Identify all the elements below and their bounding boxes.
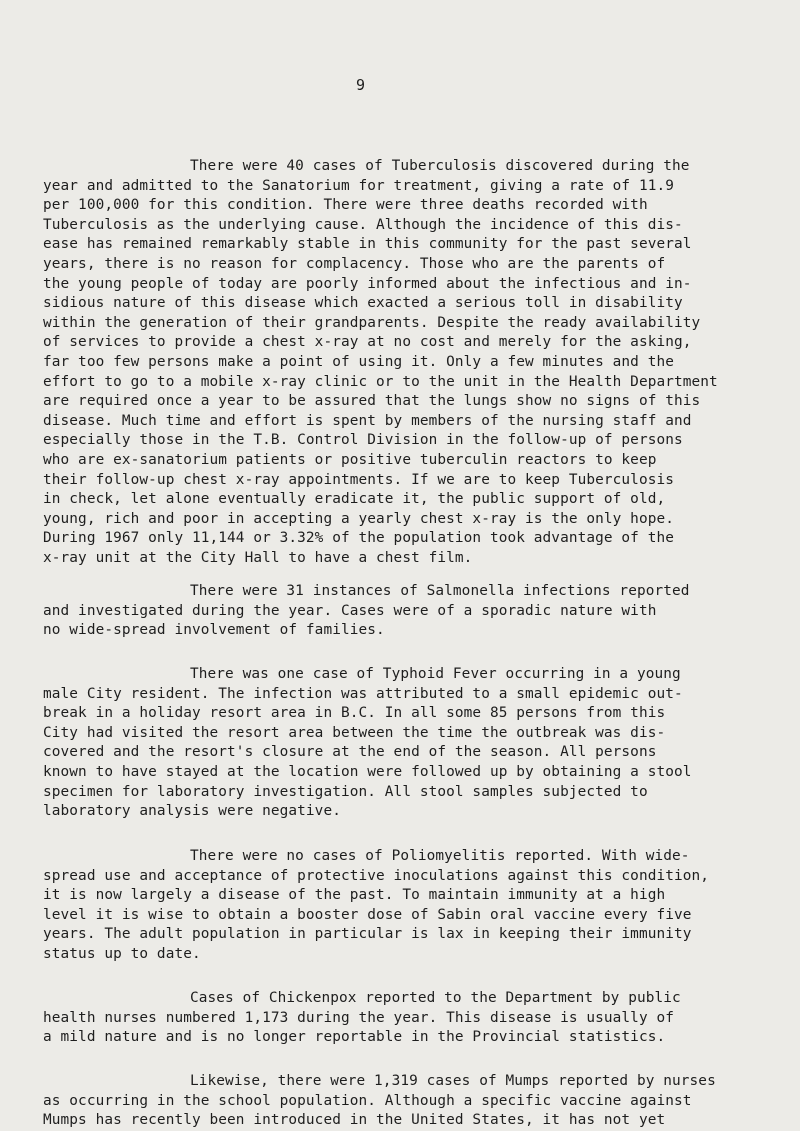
text-line: There were 40 cases of Tuberculosis discovered during the	[190, 158, 690, 174]
paragraph-salmonella	[43, 582, 783, 641]
text-line: covered and the resort's closure at the end of the season. All persons	[43, 744, 657, 761]
text-line: laboratory analysis were negative.	[43, 803, 341, 820]
text-line: ease has remained remarkably stable in this community for the past several	[43, 236, 692, 253]
text-line: young, rich and poor in accepting a yearly chest x-ray is the only hope.	[43, 510, 674, 527]
text-line: as occurring in the school population. Although a specific vaccine against	[43, 1092, 692, 1109]
paragraph-chickenpox	[43, 989, 783, 1048]
text-line: During 1967 only 11,144 or 3.32% of the population took advantage of the	[43, 530, 674, 547]
text-line: years. The adult population in particular is lax in keeping their immunity	[43, 926, 692, 943]
text-line: level it is wise to obtain a booster dose of Sabin oral vaccine every five	[43, 906, 692, 923]
paragraph-typhoid-fever	[43, 665, 783, 822]
text-line: no wide-spread involvement of families.	[43, 622, 385, 639]
text-line: are required once a year to be assured that the lungs show no signs of this	[43, 393, 701, 410]
text-line: and investigated during the year. Cases were of a sporadic nature with	[43, 602, 657, 619]
text-line: City had visited the resort area between the time the outbreak was dis-	[43, 724, 666, 741]
text-line: There were 31 instances of Salmonella infections reported	[190, 583, 690, 599]
text-line: especially those in the T.B. Control Division in the follow-up of persons	[43, 432, 683, 449]
text-line: Tuberculosis as the underlying cause. Although the incidence of this dis-	[43, 216, 683, 233]
paragraph-mumps	[43, 1072, 783, 1131]
text-line: their follow-up chest x-ray appointments. If we are to keep Tuberculosis	[43, 471, 674, 488]
text-line: of services to provide a chest x-ray at no cost and merely for the asking,	[43, 334, 692, 351]
text-line: per 100,000 for this condition. There were three deaths recorded with	[43, 197, 648, 214]
text-line: within the generation of their grandparents. Despite the ready availability	[43, 314, 701, 331]
text-line: the young people of today are poorly informed about the infectious and in-	[43, 275, 692, 292]
text-line: There was one case of Typhoid Fever occurring in a young	[190, 666, 681, 682]
text-line: health nurses numbered 1,173 during the year. This disease is usually of	[43, 1009, 674, 1026]
text-line: far too few persons make a point of using it. Only a few minutes and the	[43, 353, 674, 370]
text-line: sidious nature of this disease which exacted a serious toll in disability	[43, 295, 683, 312]
text-line: years, there is no reason for complacency. Those who are the parents of	[43, 255, 666, 272]
text-line: effort to go to a mobile x-ray clinic or to the unit in the Health Department	[43, 373, 718, 390]
text-line: known to have stayed at the location were followed up by obtaining a stool	[43, 763, 692, 780]
text-line: break in a holiday resort area in B.C. In all some 85 persons from this	[43, 705, 666, 722]
text-line: who are ex-sanatorium patients or positive tuberculin reactors to keep	[43, 451, 657, 468]
text-line: a mild nature and is no longer reportable in the Provincial statistics.	[43, 1029, 666, 1046]
text-line: x-ray unit at the City Hall to have a chest film.	[43, 549, 473, 566]
text-line: it is now largely a disease of the past. To maintain immunity at a high	[43, 887, 666, 904]
text-line: status up to date.	[43, 945, 201, 962]
text-line: Mumps has recently been introduced in the United States, it has not yet	[43, 1112, 666, 1129]
text-line: year and admitted to the Sanatorium for treatment, giving a rate of 11.9	[43, 177, 674, 194]
paragraph-poliomyelitis	[43, 847, 783, 965]
text-line: Cases of Chickenpox reported to the Department by public	[190, 990, 681, 1006]
text-line: disease. Much time and effort is spent by members of the nursing staff and	[43, 412, 692, 429]
text-line: Likewise, there were 1,319 cases of Mumps reported by nurses	[190, 1073, 716, 1089]
text-line: There were no cases of Poliomyelitis reported. With wide-	[190, 848, 690, 864]
paragraph-tuberculosis	[43, 157, 783, 568]
text-line: spread use and acceptance of protective inoculations against this condition,	[43, 867, 710, 884]
page-number: 9	[356, 76, 366, 94]
text-line: specimen for laboratory investigation. All stool samples subjected to	[43, 783, 648, 800]
text-line: male City resident. The infection was attributed to a small epidemic out-	[43, 685, 683, 702]
text-line: in check, let alone eventually eradicate it, the public support of old,	[43, 491, 666, 508]
